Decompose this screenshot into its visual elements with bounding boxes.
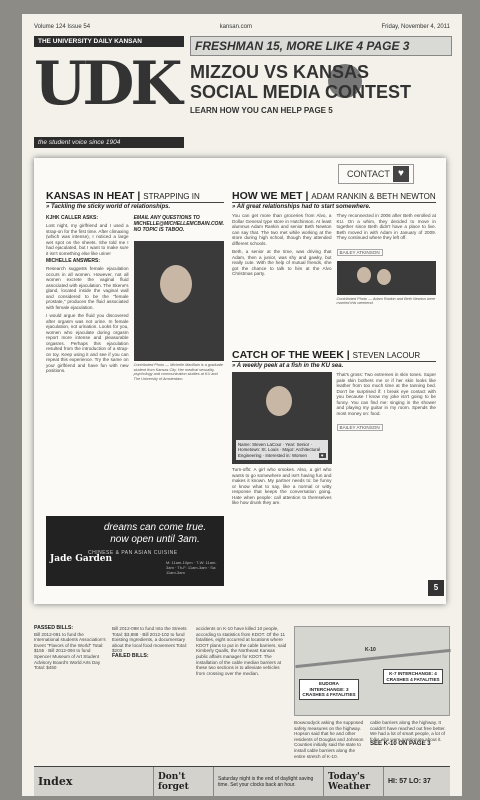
couple-names: ADAM RANKIN & BETH NEWTON	[311, 192, 436, 201]
footer-index	[34, 767, 154, 796]
answer-body: Research suggests female ejaculation occurs in all women. However, not all women excrete the vaginal fluid associated with ejaculation. The Skene's gland, located inside the vaginal wall and considered to be the "female prostate," produces the fluid associated with female ejaculation.	[46, 266, 129, 310]
kansas-in-heat-title: KANSAS IN HEAT | STRAPPING IN	[46, 190, 224, 203]
kansas-in-heat-tag: » Tackling the sticky world of relationships.	[46, 204, 171, 210]
couple-photo	[337, 261, 437, 295]
heart-icon: ♥	[393, 166, 409, 182]
udk-logo: UDK	[34, 49, 179, 119]
footer-forget-text	[214, 767, 324, 796]
udk-masthead	[34, 36, 184, 154]
footer-hilo	[384, 767, 450, 796]
steven-photo	[232, 372, 332, 464]
volume-label: Volume 124 Issue 54	[34, 24, 91, 30]
k10-story-text-2: Boxwoodyck asking the supposed safety measures on the highway. Hopson said that he and other residents of Douglas and Johnson Counties initially said the state to install cable barriers along the entire stretch of K-10.	[294, 720, 364, 759]
how-we-met-tag: » All great relationships had to start somewhere.	[232, 204, 371, 210]
michelle-photo	[134, 241, 224, 361]
date-label: Friday, November 4, 2011	[381, 24, 450, 30]
promo-subtitle: LEARN HOW YOU CAN HELP PAGE 5	[190, 106, 333, 115]
couple-face-1	[357, 267, 371, 283]
catch-name: STEVEN LACOUR	[352, 351, 421, 360]
k10-story-column	[196, 626, 288, 676]
k10-story-column-2	[294, 720, 364, 759]
kansas-in-heat-column	[46, 190, 224, 590]
how-we-met-body-2: Beth, a senior at the time, was driving that Adam, then a junior, was shy and gawky, but really cute. With the help of mutual friends, she got the chance to talk to him at the Alvo Christmas party.	[232, 249, 332, 276]
failed-bills-heading: FAILED BILLS:	[112, 652, 149, 659]
ad-line-2: now open until 3am.	[110, 534, 200, 545]
strapping-in-label: STRAPPING IN	[143, 192, 200, 201]
michelle-answers-head: MICHELLE ANSWERS:	[46, 258, 100, 264]
question-body: Lost night, my girlfriend and I used a strap-on for the first time. After climaxing (which was intense), I noticed a large wet spot on the sheets. She told me I had ejaculated, but I want to make sure it isn't something else like urine!	[46, 223, 129, 256]
catch-of-week-title: CATCH OF THE WEEK | STEVEN LACOUR	[232, 349, 436, 362]
couple-face-2	[377, 269, 391, 285]
masthead-info-row	[34, 24, 450, 30]
footer-weather	[324, 767, 384, 796]
forget-text: Saturday night is the end of daylight saving time. Set your clocks back an hour.	[218, 775, 314, 788]
steven-face	[266, 386, 292, 416]
passed-bills-heading: PASSED BILLS:	[34, 625, 74, 631]
footer-dont-forget	[154, 767, 214, 796]
how-we-met-body-3: They reconnected in 2006 after Beth enrolled at KU. On a whim, they decided to move in together since Beth didn't have a place to live. Beth moved in with Adam in January of 2009. They continued where they left off.	[336, 213, 436, 240]
k10-story-text-3: cable barriers along the highway. It couldn't have reached out free better. We had a lot of smart people, a lot of folks who were passionate about it.	[370, 720, 446, 742]
k10-map	[294, 626, 450, 716]
how-we-met-byline: BAILEY ATKINSON	[337, 249, 383, 256]
promo-banner	[190, 36, 452, 158]
catch-body-left: Turn-offs: A girl who smokes. Also, a girl who wants to go somewhere and isn't having fun and makes it known. My partner needs to: be funny or know what to say, like a normal or witty response that keeps the conversation going. Hate when people: call attention to themselves like how drunk they are.	[232, 467, 332, 505]
promo-title-1: MIZZOU VS KANSAS	[190, 62, 370, 82]
catch-tag: » A weekly peek at a fish in the KU sea.	[232, 363, 344, 369]
site-label: kansan.com	[219, 24, 252, 30]
catch-byline: BAILEY ATKINSON	[337, 424, 383, 431]
how-we-met-body-1: You can get more than groceries from Alvo, a Dollar General type store in Hutchinson. At least alumnus Adam Rankin and senior Beth Newton can say that. The two met while working at the store during high school, though they attended different schools.	[232, 213, 332, 246]
clipped-section	[34, 158, 446, 604]
k10-road-label: K-10	[365, 647, 376, 653]
page-footer	[34, 766, 450, 796]
failed-bills-column	[112, 626, 190, 660]
how-we-met-title: HOW WE MET | ADAM RANKIN & BETH NEWTON	[232, 190, 436, 202]
paper-name-bar: THE UNIVERSITY DAILY KANSAN	[34, 36, 184, 47]
weather-label: Today's Weather	[328, 771, 371, 792]
passed-bills-column	[34, 626, 106, 671]
portrait-face	[160, 265, 192, 303]
see-more-link[interactable]: SEE K-10 ON PAGE 3	[370, 741, 431, 748]
k10-story-column-3	[370, 720, 450, 748]
hilo-text: HI: 57 LO: 37	[388, 778, 431, 785]
catch-body-right: That's gross: Two extremes in skin tones. Super pale skin bothers me or if her skin looks like leather from too much time at the tanning bed. Don't be surprised if: I break eye contact with you because I know my joke isn't going to be funny. You can find me: singing in the shower and playing my guitar in my room. Spends the most money on: food.	[336, 372, 436, 416]
heart-icon-small: ♥	[320, 452, 324, 458]
k7-interchange-box: K-7 INTERCHANGE: 4 CRASHES 4 FATALITIES	[383, 669, 443, 684]
michelle-photo-caption: Contributed Photo — Michelle MacBain is a graduate student from Kansas City. Her medical sexuality, psychology and communication studies at KU and The University of Amsterdam.	[133, 363, 223, 381]
steven-info-box: Name: Steven LaCour · Year: Senior · Hometown: St. Louis · Major: Architectural Engineering · Interested in: Women ♥	[236, 440, 328, 460]
ad-hours: M: 11am-10pm · T-W: 11am-3am · Th-F: 11am-3am · Sa: 11am-3am	[166, 560, 217, 575]
answer-body-2: I would argue the fluid you discovered after orgasm was not urine. In female ejaculation, not urination. Looks for you, women who ejaculate during orgasm report more intense and pleasurable orgasms. Perhaps this ejaculation resulted from the introduction of a strap-on toy. Keep using it and see if you can repeat this experience. Try the same on your girlfriend and have fun with new positions.	[46, 313, 129, 373]
contact-tab[interactable]	[338, 164, 414, 184]
ad-line-1: dreams can come true.	[103, 522, 207, 533]
page-number-badge: 5	[428, 580, 444, 596]
passed-bills-text: Bill 2012-091 to fund the International students Association's Event "Flavors of the World" Total: $155 · Bill 2012-094 to fund Spencer Museum of Art Student Advisory Board's World Arts Day Total: $450	[34, 631, 106, 671]
dont-forget-label: Don't forget	[158, 771, 189, 792]
promo-title-2: SOCIAL MEDIA CONTEST	[190, 82, 412, 102]
lower-stories	[34, 626, 450, 766]
jade-garden-ad[interactable]	[46, 516, 224, 586]
caller-question-head: KJHK CALLER ASKS:	[46, 215, 99, 221]
index-label: Index	[38, 775, 73, 788]
couple-photo-caption: Contributed Photo — Adam Rankin and Beth Newton were married this weekend.	[336, 296, 436, 305]
promo-top-line: FRESHMAN 15, MORE LIKE 4 PAGE 3	[190, 36, 452, 56]
tagline: the student voice since 1904	[34, 137, 184, 148]
eudora-interchange-box: EUDORA INTERCHANGE: 3 CRASHES 4 FATALITIES	[299, 679, 359, 700]
jade-garden-logo: Jade Garden	[50, 554, 113, 564]
contact-label: CONTACT	[347, 169, 390, 179]
k10-story-text: accidents on K-10 have killed 10 people, according to statistics from KDOT. Of the 11 fatalities, eight occurred at locations where KDOT plans to put in the cable barriers, said Kimberly Qualls, the Northeast Kansas public affairs manager for KDOT. The installation of the cable median barriers at these two sections is to alleviate vehicles from crossing over the median.	[196, 626, 287, 676]
failed-bills-pre: Bill 2012-098 to fund Into the Streets Total: $3,888 · Bill 2012-102 to fund Existing Ingredients, a documentary about the local food movement Total: $203	[112, 626, 187, 654]
email-questions: EMAIL ANY QUESTIONS TO MICHELLE@MICHELLEMCBAIN.COM. NO TOPIC IS TABOO.	[133, 215, 225, 233]
right-column	[232, 190, 436, 590]
ad-cuisine: CHINESE & PAN ASIAN CUISINE	[88, 550, 178, 556]
